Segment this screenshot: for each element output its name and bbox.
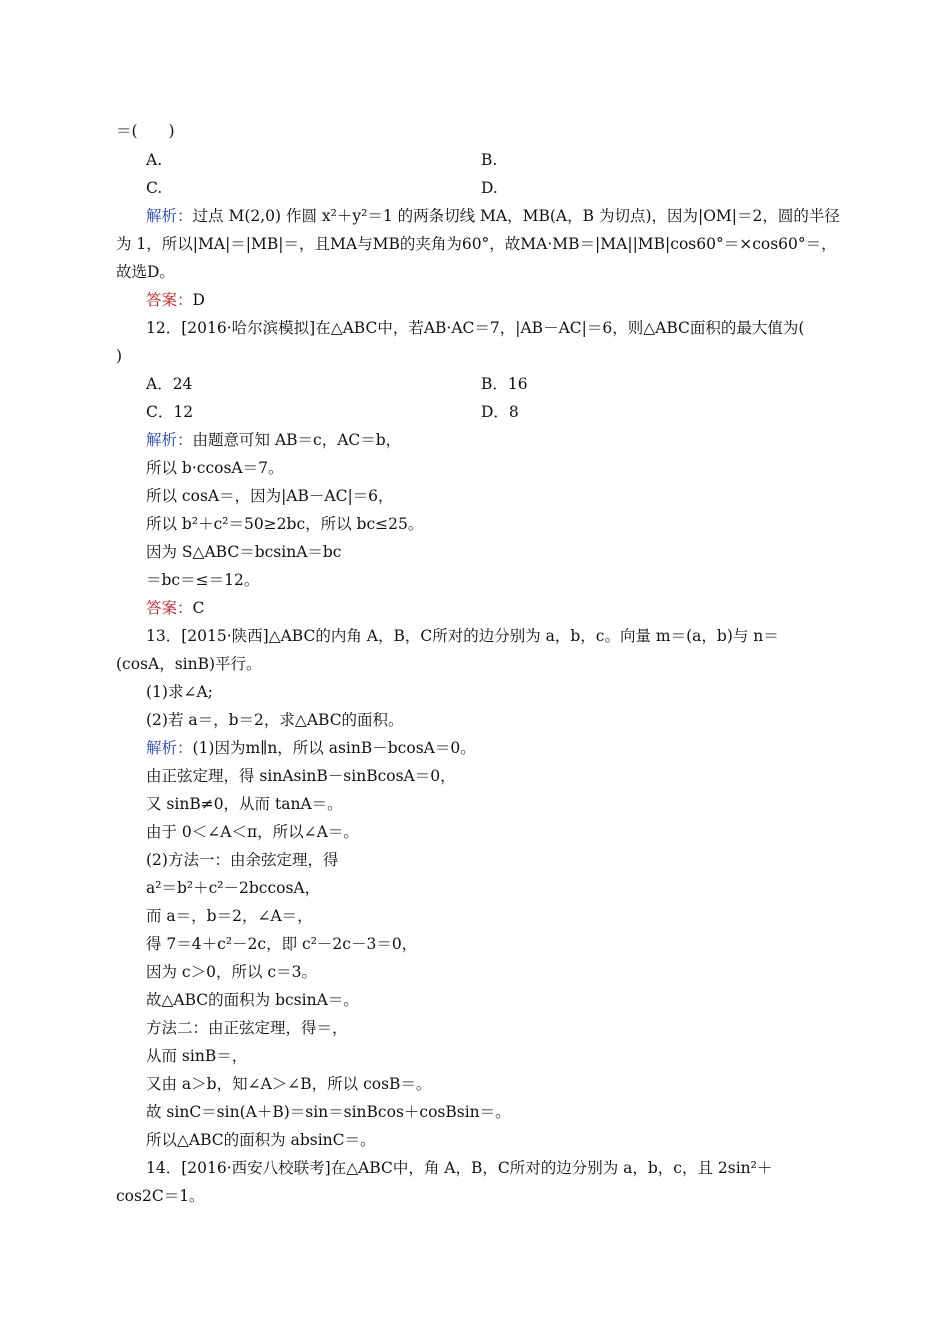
q13-solution-line-15: 所以△ABC的面积为 absinC＝。 (146, 1131, 376, 1149)
q13-solution-text-1: (1)因为m∥n，所以 asinB－bcosA＝0。 (192, 739, 476, 757)
solution-label: 解析： (146, 431, 193, 449)
q13-solution-line-5: (2)方法一：由余弦定理，得 (146, 851, 339, 869)
q14-stem-line-2: cos2C＝1。 (116, 1187, 205, 1205)
q11-option-c: C. (146, 179, 163, 197)
answer-label: 答案： (146, 291, 193, 309)
q12-option-a: A．24 (146, 375, 193, 393)
q11-stem-tail: ＝( ) (116, 122, 175, 140)
q12-solution-line-2: 所以 b·ccosA＝7。 (146, 459, 284, 477)
q12-stem-line-2: ) (116, 347, 123, 365)
q12-option-b: B．16 (481, 375, 528, 393)
q12-answer (146, 598, 204, 618)
q13-solution-line-10: 故△ABC的面积为 bcsinA＝。 (146, 991, 359, 1009)
q11-answer-value: D (192, 291, 205, 309)
q13-stem-line-2: (cosA，sinB)平行。 (116, 655, 262, 673)
q13-solution-line-8: 得 7＝4＋c²－2c，即 c²－2c－3＝0， (146, 935, 418, 953)
q11-option-a: A. (146, 151, 163, 169)
q14-stem-line-1: 14．[2016·西安八校联考]在△ABC中，角 A，B，C所对的边分别为 a，b，c，且 2sin²＋ (146, 1159, 773, 1177)
q12-solution-line-3: 所以 cosA＝，因为|AB－AC|＝6， (146, 487, 394, 505)
q11-solution-line-2: 为 1，所以|MA|＝|MB|＝，且MA与MB的夹角为60°，故MA·MB＝|MA||MB|cos60°＝×cos60°＝， (116, 235, 837, 253)
q12-option-d: D．8 (481, 403, 519, 421)
q13-solution-line-2: 由正弦定理，得 sinAsinB－sinBcosA＝0， (146, 767, 456, 785)
q12-option-c: C．12 (146, 403, 194, 421)
q13-solution-line-11: 方法二：由正弦定理，得＝， (146, 1019, 348, 1037)
q13-solution-line-13: 又由 a＞b，知∠A＞∠B，所以 cosB＝。 (146, 1075, 432, 1093)
q12-stem-line-1: 12．[2016·哈尔滨模拟]在△ABC中，若AB·AC＝7，|AB－AC|＝6，则△ABC面积的最大值为( (146, 319, 805, 337)
q13-solution-line-3: 又 sinB≠0，从而 tanA＝。 (146, 795, 343, 813)
q13-solution-line-4: 由于 0＜∠A＜π，所以∠A＝。 (146, 823, 359, 841)
q11-solution-text-1: 过点 M(2,0) 作圆 x²＋y²＝1 的两条切线 MA，MB(A，B 为切点)，因为|OM|＝2，圆的半径 (192, 207, 840, 225)
q13-solution-line-12: 从而 sinB＝， (146, 1047, 248, 1065)
solution-label: 解析： (146, 207, 193, 225)
q13-solution-line-14: 故 sinC＝sin(A＋B)＝sin＝sinBcos＋cosBsin＝。 (146, 1103, 511, 1121)
q12-solution-line-1 (146, 430, 401, 450)
solution-label: 解析： (146, 739, 193, 757)
q13-solution-line-6: a²＝b²＋c²－2bccosA， (146, 879, 321, 897)
q11-option-b: B. (481, 151, 498, 169)
q13-part-1: (1)求∠A; (146, 683, 213, 701)
answer-label: 答案： (146, 599, 193, 617)
q13-solution-line-7: 而 a＝，b＝2，∠A＝， (146, 907, 313, 925)
q12-solution-text-1: 由题意可知 AB＝c，AC＝b， (192, 431, 402, 449)
q13-solution-line-1 (146, 738, 476, 758)
q13-stem-line-1: 13．[2015·陕西]△ABC的内角 A，B，C所对的边分别为 a，b，c。向量 m＝(a，b)与 n＝ (146, 627, 779, 645)
q11-solution-line-1 (146, 206, 840, 226)
q13-part-2: (2)若 a＝，b＝2，求△ABC的面积。 (146, 711, 404, 729)
q13-solution-line-9: 因为 c＞0，所以 c＝3。 (146, 963, 317, 981)
q12-solution-line-5: 因为 S△ABC＝bcsinA＝bc (146, 543, 342, 561)
q12-answer-value: C (192, 599, 205, 617)
q11-option-d: D. (481, 179, 498, 197)
q12-solution-line-6: ＝bc＝≤＝12。 (146, 571, 260, 589)
q11-answer (146, 290, 205, 310)
q11-solution-line-3: 故选D。 (116, 263, 175, 281)
q12-solution-line-4: 所以 b²＋c²＝50≥2bc，所以 bc≤25。 (146, 515, 424, 533)
